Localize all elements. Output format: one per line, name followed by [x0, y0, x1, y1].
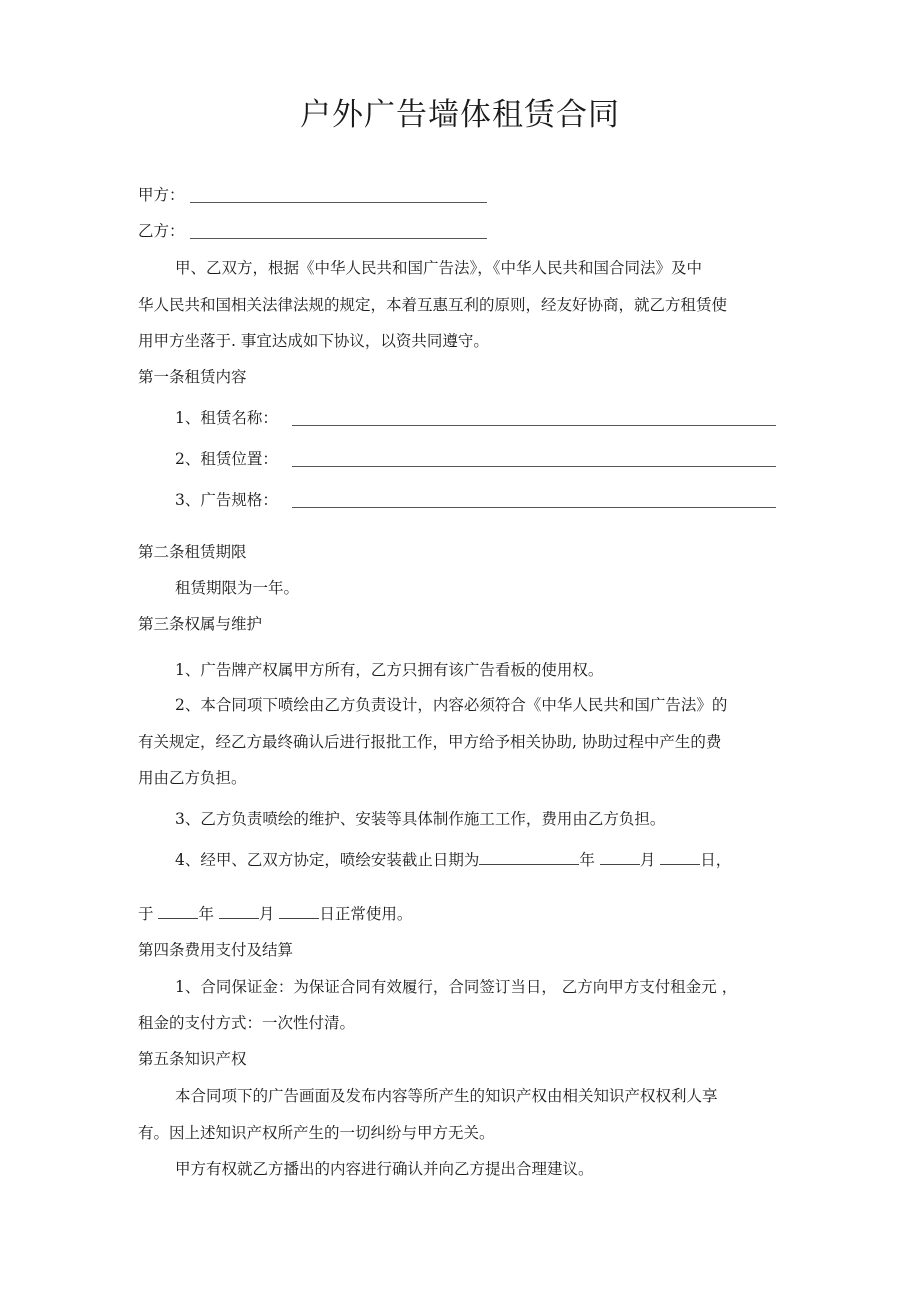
- start-month-blank: [219, 904, 259, 919]
- article-2-heading: 第二条租赁期限: [138, 543, 247, 561]
- start-year-label: 年: [198, 905, 214, 923]
- article-3-item-2-line-2: 有关规定，经乙方最终确认后进行报批工作，甲方给予相关协助, 协助过程中产生的费: [138, 733, 722, 751]
- day-label: 日，: [700, 851, 732, 869]
- article-3-heading: 第三条权属与维护: [138, 615, 263, 633]
- article-5-line-2: 有。因上述知识产权所产生的一切纠纷与甲方无关。: [138, 1124, 495, 1142]
- rental-location-blank: [292, 466, 776, 467]
- party-a-label: 甲方：: [138, 186, 185, 204]
- install-deadline-text: 4、经甲、乙双方协定，喷绘安装截止日期为: [175, 851, 480, 869]
- preamble-line-1: 甲、乙双方，根据《中华人民共和国广告法》，《中华人民共和国合同法》及中: [175, 259, 703, 277]
- preamble-line-3: 用甲方坐落于. 事宜达成如下协议，以资共同遵守。: [138, 332, 489, 350]
- deadline-month-blank: [600, 850, 640, 865]
- party-b-label: 乙方：: [138, 222, 185, 240]
- ad-spec-label: 3、广告规格：: [175, 491, 278, 509]
- deadline-day-blank: [660, 850, 700, 865]
- article-3-item-4: [175, 850, 731, 870]
- month-label: 月: [639, 851, 656, 869]
- start-use-suffix: 日正常使用。: [319, 905, 413, 923]
- start-month-label: 月: [258, 905, 275, 923]
- deadline-year-blank: [479, 850, 579, 865]
- article-5-heading: 第五条知识产权: [138, 1050, 247, 1068]
- article-3-item-4-cont: [138, 904, 412, 924]
- party-a-blank: [190, 202, 487, 203]
- start-day-blank: [279, 904, 319, 919]
- year-label: 年: [579, 851, 595, 869]
- article-3-item-3: 3、乙方负责喷绘的维护、安装等具体制作施工工作，费用由乙方负担。: [175, 810, 666, 828]
- article-5-line-1: 本合同项下的广告画面及发布内容等所产生的知识产权由相关知识产权权利人享: [175, 1087, 718, 1105]
- article-3-item-2-line-3: 用由乙方负担。: [138, 769, 247, 787]
- article-4-heading: 第四条费用支付及结算: [138, 941, 294, 959]
- article-5-line-3: 甲方有权就乙方播出的内容进行确认并向乙方提出合理建议。: [175, 1160, 594, 1178]
- party-a-line: [138, 185, 185, 205]
- start-use-prefix: 于: [138, 905, 154, 923]
- article-3-item-2-line-1: 2、本合同项下喷绘由乙方负责设计，内容必须符合《中华人民共和国广告法》的: [175, 696, 728, 714]
- article-3-item-1: 1、广告牌产权属甲方所有，乙方只拥有该广告看板的使用权。: [175, 661, 604, 679]
- article-2-text: 租赁期限为一年。: [175, 579, 300, 597]
- preamble-line-2: 华人民共和国相关法律法规的规定，本着互惠互利的原则，经友好协商，就乙方租赁使: [138, 296, 728, 314]
- party-b-blank: [190, 238, 487, 239]
- ad-spec-blank: [292, 507, 776, 508]
- rental-name-blank: [292, 425, 776, 426]
- article-1-heading: 第一条租赁内容: [138, 368, 247, 386]
- rental-name-label: 1、租赁名称：: [175, 409, 278, 427]
- start-year-blank: [158, 904, 198, 919]
- document-title: 户外广告墙体租赁合同: [300, 97, 620, 133]
- rental-location-label: 2、租赁位置：: [175, 450, 278, 468]
- article-4-line-1: 1、合同保证金：为保证合同有效履行，合同签订当日， 乙方向甲方支付租金元 ，: [175, 978, 738, 996]
- party-b-line: [138, 221, 185, 241]
- article-4-line-2: 租金的支付方式：一次性付清。: [138, 1014, 356, 1032]
